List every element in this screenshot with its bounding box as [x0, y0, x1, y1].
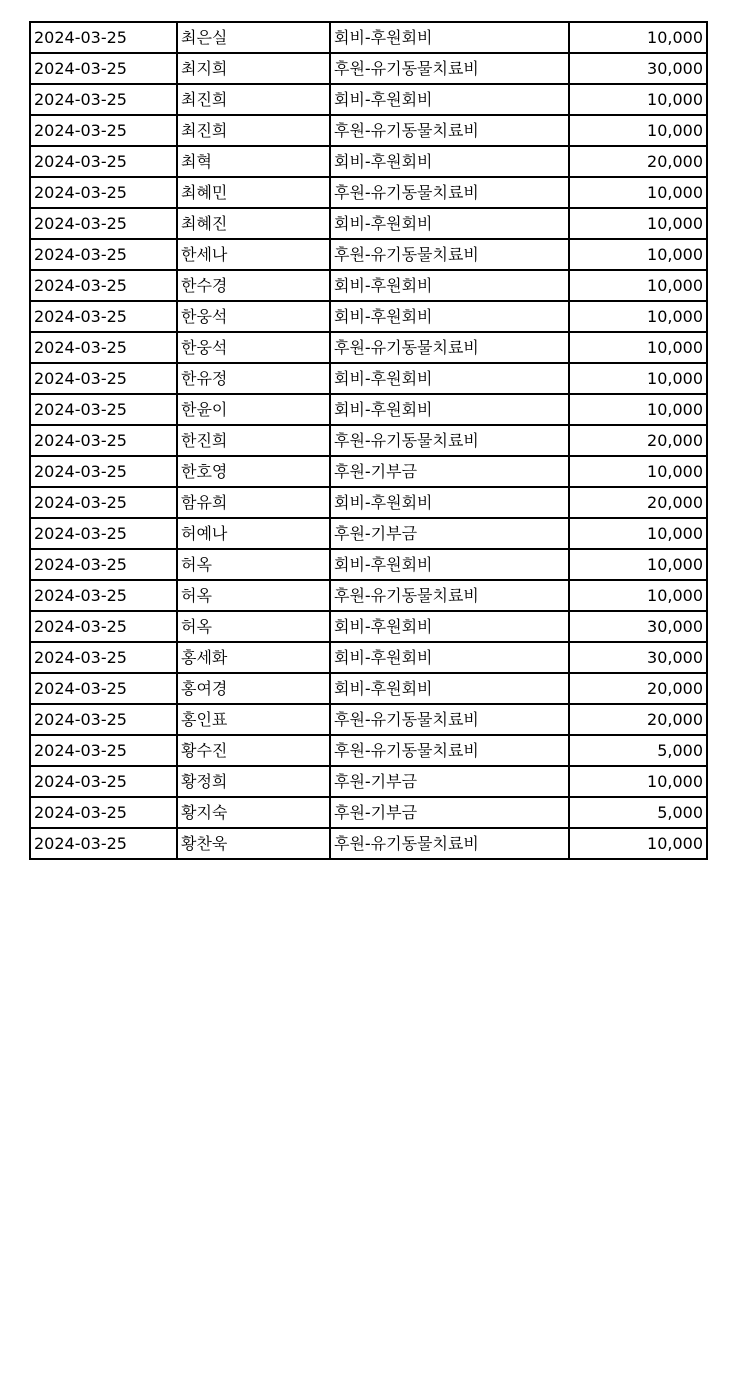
date-cell: 2024-03-25 — [30, 84, 177, 115]
date-cell: 2024-03-25 — [30, 797, 177, 828]
category-cell: 회비-후원회비 — [330, 642, 569, 673]
amount-cell: 10,000 — [569, 456, 707, 487]
name-cell: 최진희 — [177, 84, 330, 115]
amount-cell: 20,000 — [569, 704, 707, 735]
date-cell: 2024-03-25 — [30, 177, 177, 208]
name-cell: 홍인표 — [177, 704, 330, 735]
name-cell: 허옥 — [177, 611, 330, 642]
category-cell: 회비-후원회비 — [330, 22, 569, 53]
date-cell: 2024-03-25 — [30, 642, 177, 673]
amount-cell: 20,000 — [569, 425, 707, 456]
table-row — [30, 518, 707, 549]
date-cell: 2024-03-25 — [30, 456, 177, 487]
name-cell: 최은실 — [177, 22, 330, 53]
name-cell: 한수경 — [177, 270, 330, 301]
date-cell: 2024-03-25 — [30, 766, 177, 797]
table-row — [30, 208, 707, 239]
table-row — [30, 146, 707, 177]
date-cell: 2024-03-25 — [30, 611, 177, 642]
table-row — [30, 704, 707, 735]
amount-cell: 20,000 — [569, 146, 707, 177]
name-cell: 한윤이 — [177, 394, 330, 425]
name-cell: 최지희 — [177, 53, 330, 84]
table-row — [30, 673, 707, 704]
table-row — [30, 363, 707, 394]
table-row — [30, 549, 707, 580]
table-row — [30, 239, 707, 270]
name-cell: 한세나 — [177, 239, 330, 270]
date-cell: 2024-03-25 — [30, 425, 177, 456]
table-row — [30, 611, 707, 642]
category-cell: 회비-후원회비 — [330, 394, 569, 425]
amount-cell: 20,000 — [569, 487, 707, 518]
amount-cell: 10,000 — [569, 177, 707, 208]
category-cell: 후원-유기동물치료비 — [330, 177, 569, 208]
donation-ledger-table — [29, 21, 708, 860]
amount-cell: 10,000 — [569, 332, 707, 363]
date-cell: 2024-03-25 — [30, 735, 177, 766]
name-cell: 한웅석 — [177, 301, 330, 332]
name-cell: 황정희 — [177, 766, 330, 797]
amount-cell: 10,000 — [569, 270, 707, 301]
table-row — [30, 797, 707, 828]
table-row — [30, 394, 707, 425]
name-cell: 황지숙 — [177, 797, 330, 828]
name-cell: 허옥 — [177, 580, 330, 611]
date-cell: 2024-03-25 — [30, 22, 177, 53]
category-cell: 후원-기부금 — [330, 797, 569, 828]
table-row — [30, 487, 707, 518]
amount-cell: 5,000 — [569, 797, 707, 828]
category-cell: 회비-후원회비 — [330, 84, 569, 115]
date-cell: 2024-03-25 — [30, 580, 177, 611]
category-cell: 후원-유기동물치료비 — [330, 735, 569, 766]
table-row — [30, 53, 707, 84]
name-cell: 한웅석 — [177, 332, 330, 363]
name-cell: 한호영 — [177, 456, 330, 487]
category-cell: 후원-유기동물치료비 — [330, 580, 569, 611]
date-cell: 2024-03-25 — [30, 549, 177, 580]
category-cell: 회비-후원회비 — [330, 301, 569, 332]
name-cell: 최혜민 — [177, 177, 330, 208]
name-cell: 허옥 — [177, 549, 330, 580]
name-cell: 최혁 — [177, 146, 330, 177]
date-cell: 2024-03-25 — [30, 332, 177, 363]
name-cell: 한유정 — [177, 363, 330, 394]
amount-cell: 5,000 — [569, 735, 707, 766]
category-cell: 후원-유기동물치료비 — [330, 239, 569, 270]
name-cell: 최혜진 — [177, 208, 330, 239]
category-cell: 후원-유기동물치료비 — [330, 332, 569, 363]
date-cell: 2024-03-25 — [30, 704, 177, 735]
amount-cell: 10,000 — [569, 766, 707, 797]
date-cell: 2024-03-25 — [30, 828, 177, 859]
name-cell: 허예나 — [177, 518, 330, 549]
amount-cell: 10,000 — [569, 22, 707, 53]
amount-cell: 10,000 — [569, 394, 707, 425]
table-row — [30, 828, 707, 859]
date-cell: 2024-03-25 — [30, 394, 177, 425]
amount-cell: 10,000 — [569, 208, 707, 239]
category-cell: 후원-유기동물치료비 — [330, 115, 569, 146]
amount-cell: 10,000 — [569, 549, 707, 580]
amount-cell: 20,000 — [569, 673, 707, 704]
date-cell: 2024-03-25 — [30, 487, 177, 518]
table-row — [30, 425, 707, 456]
category-cell: 후원-기부금 — [330, 456, 569, 487]
table-row — [30, 456, 707, 487]
name-cell: 최진희 — [177, 115, 330, 146]
date-cell: 2024-03-25 — [30, 53, 177, 84]
category-cell: 후원-유기동물치료비 — [330, 53, 569, 84]
category-cell: 회비-후원회비 — [330, 549, 569, 580]
category-cell: 회비-후원회비 — [330, 270, 569, 301]
category-cell: 후원-기부금 — [330, 518, 569, 549]
date-cell: 2024-03-25 — [30, 239, 177, 270]
amount-cell: 10,000 — [569, 828, 707, 859]
name-cell: 황찬욱 — [177, 828, 330, 859]
table-row — [30, 115, 707, 146]
category-cell: 회비-후원회비 — [330, 487, 569, 518]
date-cell: 2024-03-25 — [30, 208, 177, 239]
ledger-sheet — [29, 21, 708, 860]
table-row — [30, 270, 707, 301]
category-cell: 후원-유기동물치료비 — [330, 828, 569, 859]
amount-cell: 10,000 — [569, 84, 707, 115]
amount-cell: 10,000 — [569, 580, 707, 611]
table-row — [30, 177, 707, 208]
name-cell: 함유희 — [177, 487, 330, 518]
amount-cell: 10,000 — [569, 301, 707, 332]
name-cell: 홍세화 — [177, 642, 330, 673]
date-cell: 2024-03-25 — [30, 146, 177, 177]
date-cell: 2024-03-25 — [30, 518, 177, 549]
date-cell: 2024-03-25 — [30, 115, 177, 146]
category-cell: 후원-유기동물치료비 — [330, 425, 569, 456]
date-cell: 2024-03-25 — [30, 301, 177, 332]
date-cell: 2024-03-25 — [30, 270, 177, 301]
category-cell: 회비-후원회비 — [330, 673, 569, 704]
name-cell: 황수진 — [177, 735, 330, 766]
category-cell: 후원-기부금 — [330, 766, 569, 797]
amount-cell: 10,000 — [569, 363, 707, 394]
category-cell: 회비-후원회비 — [330, 208, 569, 239]
category-cell: 회비-후원회비 — [330, 363, 569, 394]
amount-cell: 10,000 — [569, 239, 707, 270]
amount-cell: 30,000 — [569, 642, 707, 673]
amount-cell: 10,000 — [569, 115, 707, 146]
category-cell: 회비-후원회비 — [330, 146, 569, 177]
table-row — [30, 22, 707, 53]
name-cell: 한진희 — [177, 425, 330, 456]
table-row — [30, 332, 707, 363]
ledger-body — [30, 22, 707, 859]
amount-cell: 10,000 — [569, 518, 707, 549]
table-row — [30, 766, 707, 797]
table-row — [30, 642, 707, 673]
category-cell: 후원-유기동물치료비 — [330, 704, 569, 735]
date-cell: 2024-03-25 — [30, 673, 177, 704]
amount-cell: 30,000 — [569, 53, 707, 84]
amount-cell: 30,000 — [569, 611, 707, 642]
table-row — [30, 84, 707, 115]
category-cell: 회비-후원회비 — [330, 611, 569, 642]
table-row — [30, 735, 707, 766]
table-row — [30, 301, 707, 332]
date-cell: 2024-03-25 — [30, 363, 177, 394]
table-row — [30, 580, 707, 611]
name-cell: 홍여경 — [177, 673, 330, 704]
